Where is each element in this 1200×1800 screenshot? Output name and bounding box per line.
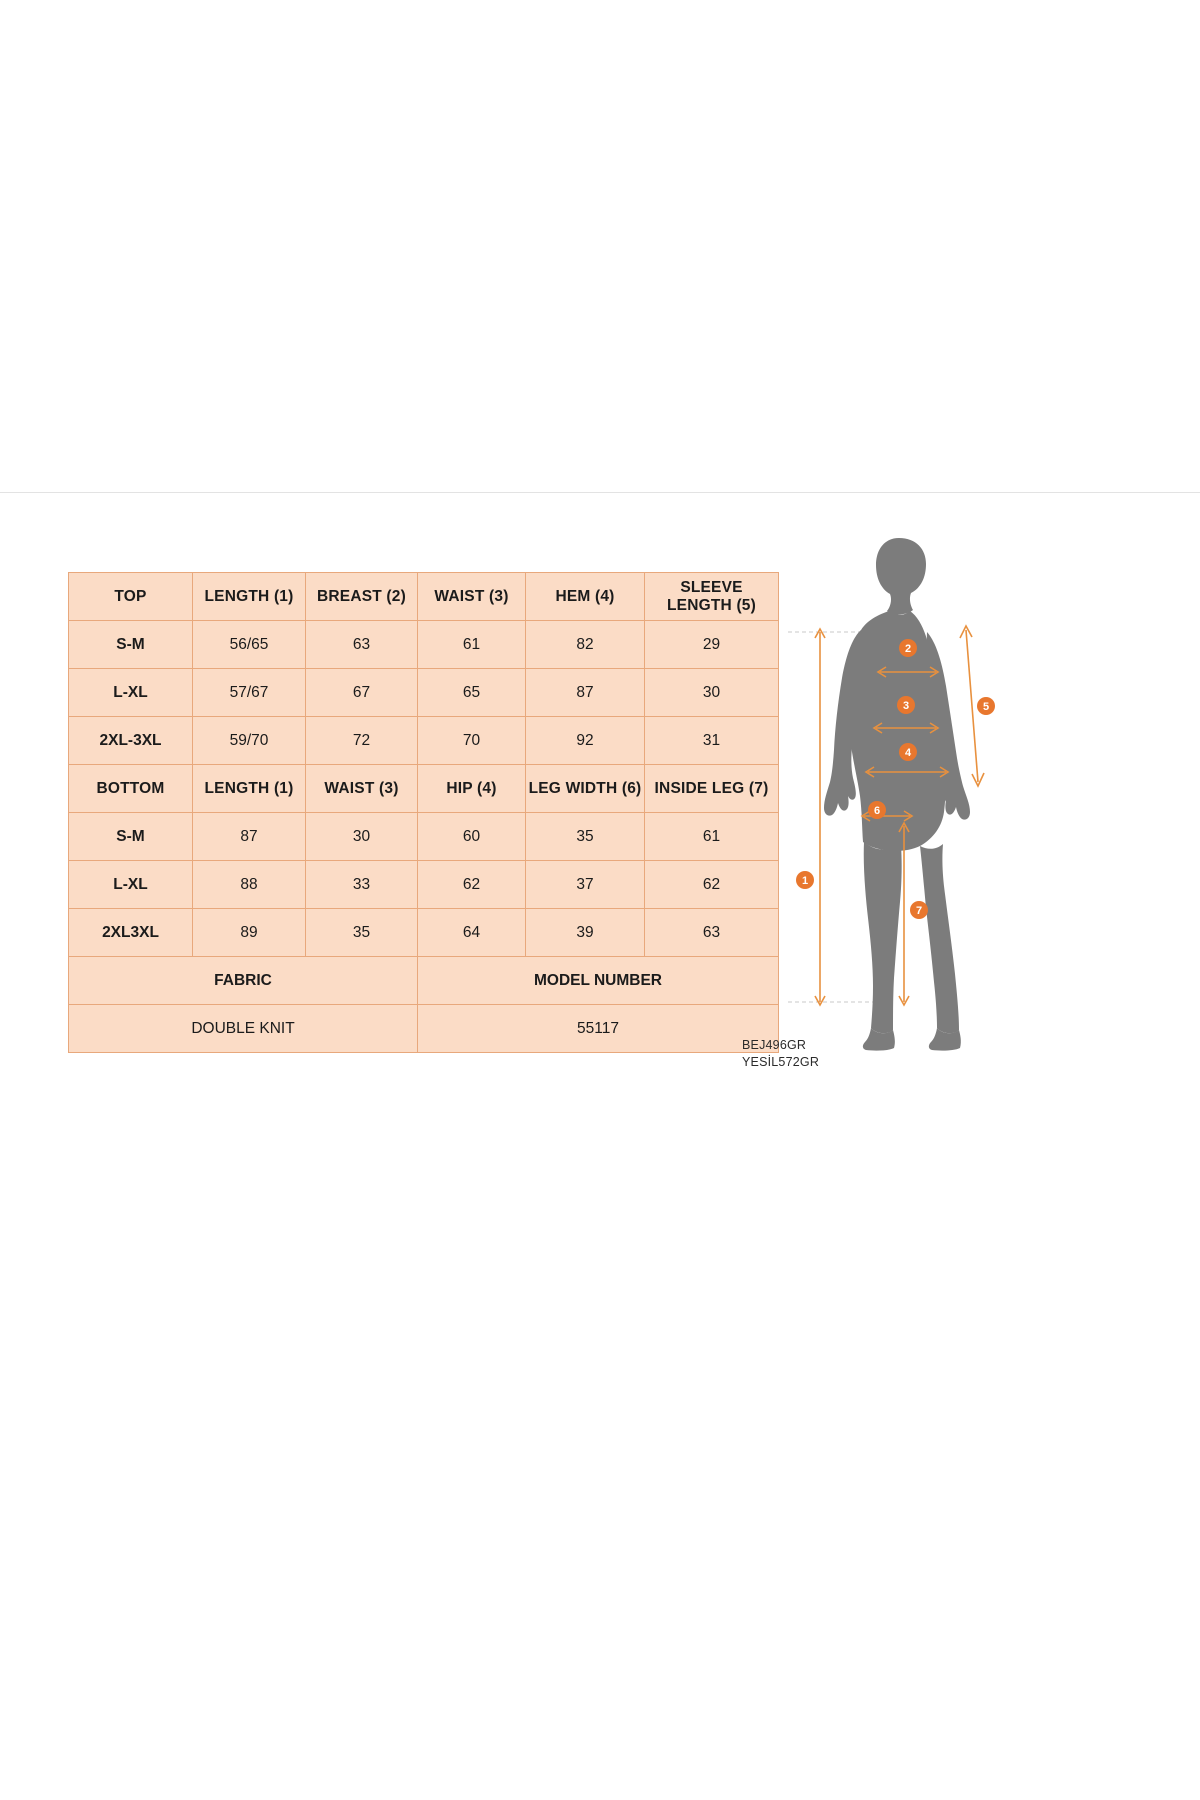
marker-4-label: 4 xyxy=(904,747,912,759)
cell-bottom-2-3: 39 xyxy=(526,909,645,957)
row-size-top-0: S-M xyxy=(69,621,193,669)
header-top: TOP xyxy=(69,573,193,621)
header-fabric: FABRIC xyxy=(69,957,418,1005)
header-bottom: BOTTOM xyxy=(69,765,193,813)
marker-3-label: 3 xyxy=(902,700,910,712)
table-row xyxy=(69,861,779,909)
cell-bottom-1-4: 62 xyxy=(645,861,779,909)
row-size-top-1: L-XL xyxy=(69,669,193,717)
top-divider xyxy=(0,492,1200,493)
code-line-1: BEJ496GR xyxy=(742,1038,807,1052)
header-model-number: MODEL NUMBER xyxy=(418,957,779,1005)
cell-top-2-4: 31 xyxy=(645,717,779,765)
row-size-bottom-0: S-M xyxy=(69,813,193,861)
table-row-footer-header xyxy=(69,957,779,1005)
cell-top-0-3: 82 xyxy=(526,621,645,669)
marker-2-label: 2 xyxy=(904,643,912,655)
cell-bottom-0-1: 30 xyxy=(306,813,418,861)
female-silhouette-icon xyxy=(824,538,970,1051)
header-bottom-length: LENGTH (1) xyxy=(193,765,306,813)
value-model-number: 55117 xyxy=(418,1005,779,1053)
cell-bottom-2-2: 64 xyxy=(418,909,526,957)
cell-bottom-0-2: 60 xyxy=(418,813,526,861)
cell-top-1-0: 57/67 xyxy=(193,669,306,717)
cell-top-1-4: 30 xyxy=(645,669,779,717)
code-line-2: YESİL572GR xyxy=(742,1054,820,1069)
measurement-diagram xyxy=(780,520,1080,1080)
header-top-breast: BREAST (2) xyxy=(306,573,418,621)
table-row xyxy=(69,909,779,957)
header-bottom-waist: WAIST (3) xyxy=(306,765,418,813)
row-size-bottom-1: L-XL xyxy=(69,861,193,909)
cell-top-0-0: 56/65 xyxy=(193,621,306,669)
marker-7-label: 7 xyxy=(915,905,923,917)
marker-6-label: 6 xyxy=(873,805,881,817)
cell-bottom-0-3: 35 xyxy=(526,813,645,861)
table-row-bottom-header xyxy=(69,765,779,813)
cell-top-2-1: 72 xyxy=(306,717,418,765)
row-size-top-2: 2XL-3XL xyxy=(69,717,193,765)
size-table xyxy=(68,572,779,1053)
header-bottom-inside-leg: INSIDE LEG (7) xyxy=(645,765,779,813)
table-row xyxy=(69,813,779,861)
dimension-line-5 xyxy=(966,630,978,782)
row-size-bottom-2: 2XL3XL xyxy=(69,909,193,957)
product-color-codes xyxy=(742,1037,819,1071)
cell-bottom-2-4: 63 xyxy=(645,909,779,957)
cell-top-2-0: 59/70 xyxy=(193,717,306,765)
cell-top-1-1: 67 xyxy=(306,669,418,717)
table-row xyxy=(69,669,779,717)
cell-bottom-2-0: 89 xyxy=(193,909,306,957)
cell-top-1-3: 87 xyxy=(526,669,645,717)
table-row xyxy=(69,717,779,765)
cell-bottom-1-3: 37 xyxy=(526,861,645,909)
header-top-waist: WAIST (3) xyxy=(418,573,526,621)
cell-top-1-2: 65 xyxy=(418,669,526,717)
cell-bottom-1-0: 88 xyxy=(193,861,306,909)
cell-bottom-0-4: 61 xyxy=(645,813,779,861)
value-fabric: DOUBLE KNIT xyxy=(69,1005,418,1053)
marker-1-label: 1 xyxy=(801,875,809,887)
size-table-container xyxy=(68,572,778,1053)
mannequin-svg xyxy=(780,520,1080,1080)
cell-bottom-2-1: 35 xyxy=(306,909,418,957)
cell-bottom-1-1: 33 xyxy=(306,861,418,909)
cell-top-2-2: 70 xyxy=(418,717,526,765)
table-row-footer-values xyxy=(69,1005,779,1053)
cell-top-0-4: 29 xyxy=(645,621,779,669)
cell-bottom-0-0: 87 xyxy=(193,813,306,861)
header-top-hem: HEM (4) xyxy=(526,573,645,621)
cell-top-0-1: 63 xyxy=(306,621,418,669)
header-top-sleeve-length: SLEEVE LENGTH (5) xyxy=(645,573,779,621)
header-bottom-hip: HIP (4) xyxy=(418,765,526,813)
table-row-top-header xyxy=(69,573,779,621)
cell-top-0-2: 61 xyxy=(418,621,526,669)
table-row xyxy=(69,621,779,669)
header-top-length: LENGTH (1) xyxy=(193,573,306,621)
cell-bottom-1-2: 62 xyxy=(418,861,526,909)
header-bottom-leg-width: LEG WIDTH (6) xyxy=(526,765,645,813)
cell-top-2-3: 92 xyxy=(526,717,645,765)
marker-5-label: 5 xyxy=(982,701,990,713)
